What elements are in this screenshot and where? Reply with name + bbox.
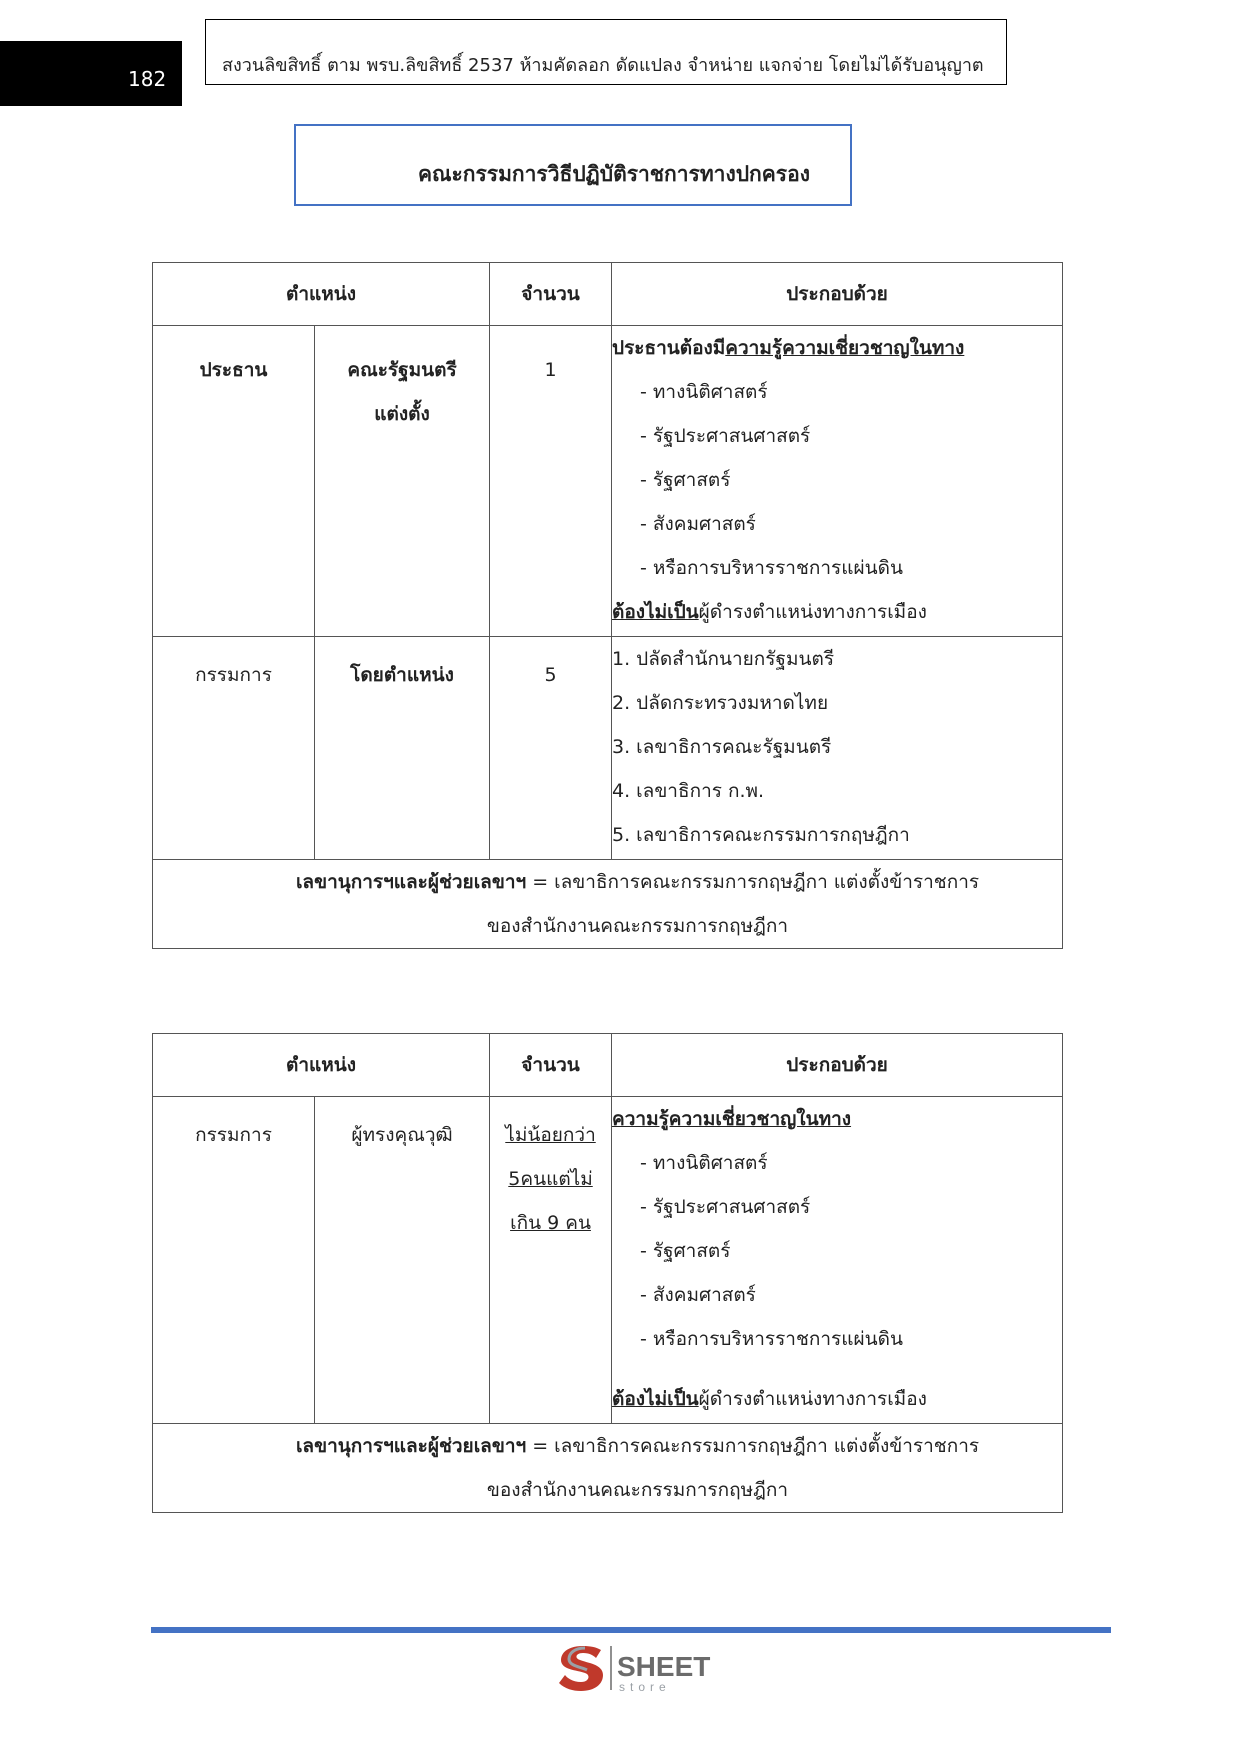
- req-prefix: ประธานต้องมี: [612, 337, 726, 359]
- count-line: 5คนแต่ไม่: [508, 1168, 593, 1190]
- secretary-line2: ของสำนักงานคณะกรรมการกฤษฎีกา: [486, 1479, 789, 1501]
- member-item: 3. เลขาธิการคณะรัฐมนตรี: [612, 736, 832, 758]
- header-position: ตำแหน่ง: [153, 1034, 490, 1097]
- chair-count: [490, 326, 612, 637]
- secretary-row: [153, 860, 1063, 949]
- secretary-line1: [213, 1424, 1062, 1468]
- qualified-role: [153, 1097, 315, 1424]
- secretary-row: [153, 1424, 1063, 1513]
- field-item: - รัฐศาสตร์: [640, 469, 731, 491]
- must-not-line: [612, 590, 1062, 634]
- must-not-rest: ผู้ดำรงตำแหน่งทางการเมือง: [698, 1388, 927, 1410]
- ex-officio-members: [612, 637, 1063, 860]
- page-title: คณะกรรมการวิธีปฏิบัติราชการทางปกครอง: [418, 162, 810, 186]
- must-not-line: [612, 1377, 1062, 1421]
- ex-officio-type: [315, 637, 490, 860]
- ex-officio-role: [153, 637, 315, 860]
- field-item: - รัฐประศาสนศาสตร์: [640, 425, 811, 447]
- qualified-count: [490, 1097, 612, 1424]
- logo-sub: store: [619, 1680, 671, 1694]
- page-number: 182: [128, 67, 167, 91]
- header-count: จำนวน: [490, 1034, 612, 1097]
- count-line: ไม่น้อยกว่า: [505, 1124, 596, 1146]
- ex-officio-type-text: โดยตำแหน่ง: [350, 664, 454, 686]
- header-composition: ประกอบด้วย: [612, 1034, 1063, 1097]
- sheet-store-logo: [555, 1640, 735, 1696]
- secretary-cell: [153, 860, 1063, 949]
- req-underlined: ความรู้ความเชี่ยวชาญในทาง: [612, 1108, 852, 1130]
- chair-count-text: 1: [544, 359, 557, 381]
- chair-role: [153, 326, 315, 637]
- spacer: [612, 1361, 1062, 1377]
- table-header-row: [153, 1034, 1063, 1097]
- qualified-type: [315, 1097, 490, 1424]
- logo-word: SHEET: [617, 1651, 711, 1682]
- appointed-by-line1: คณะรัฐมนตรี: [347, 359, 457, 381]
- table-header-row: [153, 263, 1063, 326]
- copyright-notice: [205, 19, 1007, 85]
- s-mark-icon: [559, 1646, 603, 1691]
- copyright-text: สงวนลิขสิทธิ์ ตาม พรบ.ลิขสิทธิ์ 2537 ห้ามคัดลอก ดัดแปลง จำหน่าย แจกจ่าย โดยไม่ได้รับอนุญาต: [222, 55, 984, 76]
- secretary-label: เลขานุการฯและผู้ช่วยเลขาฯ: [295, 871, 527, 893]
- field-item: - ทางนิติศาสตร์: [640, 381, 768, 403]
- must-not-label: ต้องไม่เป็น: [612, 1388, 699, 1410]
- qualified-requirements: [612, 1097, 1063, 1424]
- ex-officio-count: [490, 637, 612, 860]
- secretary-cell: [153, 1424, 1063, 1513]
- count-line: เกิน 9 คน: [510, 1212, 591, 1234]
- member-item: 2. ปลัดกระทรวงมหาดไทย: [612, 692, 829, 714]
- secretary-line2: ของสำนักงานคณะกรรมการกฤษฎีกา: [486, 915, 789, 937]
- qualified-type-text: ผู้ทรงคุณวุฒิ: [351, 1124, 453, 1146]
- ex-officio-row: [153, 637, 1063, 860]
- footer-divider: [151, 1627, 1111, 1633]
- page-number-box: [0, 41, 182, 106]
- secretary-text1: = เลขาธิการคณะกรรมการกฤษฎีกา แต่งตั้งข้าราชการ: [526, 1435, 980, 1457]
- committee-table-1: [152, 262, 1063, 949]
- header-count: จำนวน: [490, 263, 612, 326]
- ex-officio-role-text: กรรมการ: [195, 664, 272, 686]
- member-item: 5. เลขาธิการคณะกรรมการกฤษฎีกา: [612, 824, 910, 846]
- committee-table-2: [152, 1033, 1063, 1513]
- secretary-label: เลขานุการฯและผู้ช่วยเลขาฯ: [295, 1435, 527, 1457]
- field-item: - หรือการบริหารราชการแผ่นดิน: [640, 557, 903, 579]
- field-item: - หรือการบริหารราชการแผ่นดิน: [640, 1328, 903, 1350]
- member-item: 1. ปลัดสำนักนายกรัฐมนตรี: [612, 648, 835, 670]
- header-composition: ประกอบด้วย: [612, 263, 1063, 326]
- field-item: - รัฐศาสตร์: [640, 1240, 731, 1262]
- appointed-by-line2: แต่งตั้ง: [374, 403, 430, 425]
- chair-appointed-by: [315, 326, 490, 637]
- title-box: [294, 124, 852, 206]
- member-item: 4. เลขาธิการ ก.พ.: [612, 780, 765, 802]
- must-not-rest: ผู้ดำรงตำแหน่งทางการเมือง: [698, 601, 927, 623]
- field-item: - รัฐประศาสนศาสตร์: [640, 1196, 811, 1218]
- chair-req-heading: [612, 326, 1062, 370]
- field-item: - สังคมศาสตร์: [640, 513, 756, 535]
- qualified-role-text: กรรมการ: [195, 1124, 272, 1146]
- field-item: - ทางนิติศาสตร์: [640, 1152, 768, 1174]
- secretary-text1: = เลขาธิการคณะกรรมการกฤษฎีกา แต่งตั้งข้าราชการ: [526, 871, 980, 893]
- chair-role-text: ประธาน: [199, 359, 268, 381]
- chair-row: [153, 326, 1063, 637]
- chair-requirements: [612, 326, 1063, 637]
- must-not-label: ต้องไม่เป็น: [612, 601, 699, 623]
- secretary-line1: [213, 860, 1062, 904]
- ex-officio-count-text: 5: [544, 664, 557, 686]
- req-underlined: ความรู้ความเชี่ยวชาญในทาง: [725, 337, 965, 359]
- header-position: ตำแหน่ง: [153, 263, 490, 326]
- field-item: - สังคมศาสตร์: [640, 1284, 756, 1306]
- qualified-row: [153, 1097, 1063, 1424]
